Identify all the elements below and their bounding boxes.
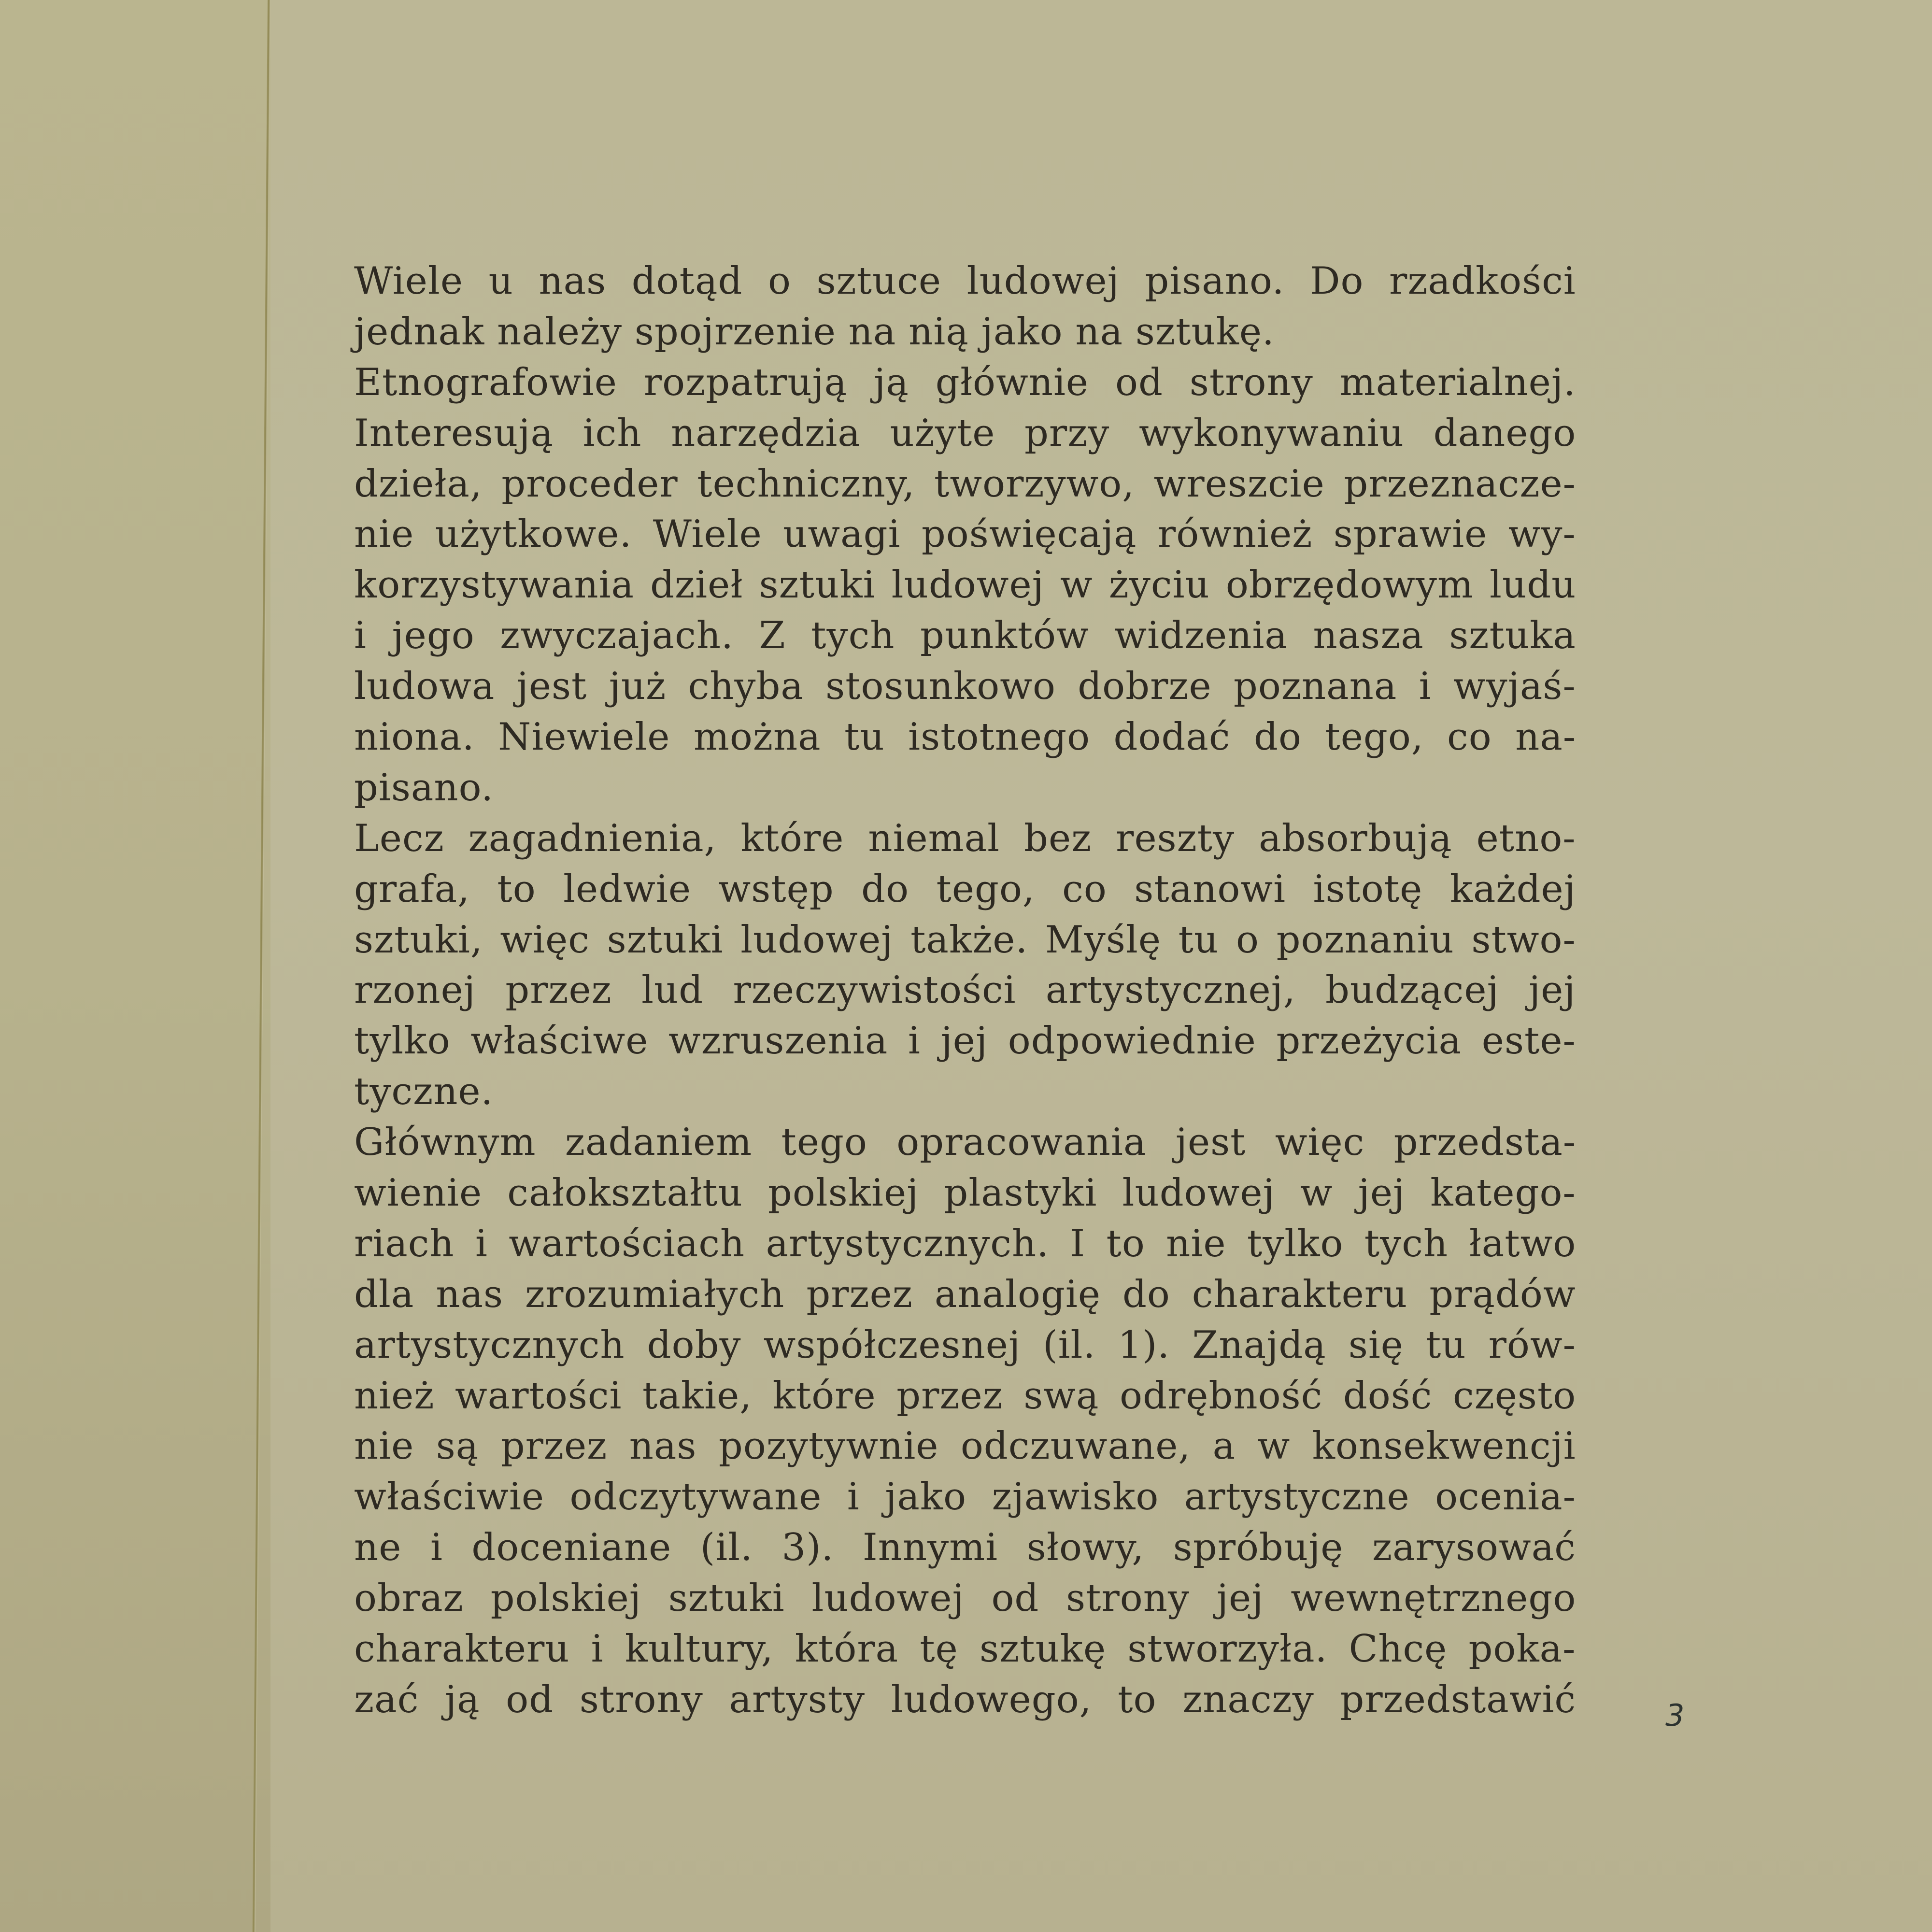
text-line: właściwie odczytywane i jako zjawisko artystyczne ocenia-	[354, 1475, 1576, 1519]
text-line: sztuki, więc sztuki ludowej także. Myślę tu o poznaniu stwo-	[354, 918, 1576, 962]
text-line: korzystywania dzieł sztuki ludowej w życiu obrzędowym ludu	[354, 563, 1577, 607]
text-line: artystycznych doby współczesnej (il. 1). Znajdą się tu rów-	[354, 1323, 1576, 1367]
text-line: niona. Niewiele można tu istotnego dodać do tego, co na-	[354, 715, 1577, 759]
text-line: jednak należy spojrzenie na nią jako na sztukę.	[354, 310, 1275, 354]
text-line: Etnografowie rozpatrują ją głównie od strony materialnej.	[354, 360, 1576, 404]
text-line: Głównym zadaniem tego opracowania jest więc przedsta-	[354, 1121, 1577, 1165]
text-line: ne i doceniane (il. 3). Innymi słowy, spróbuję zarysować	[354, 1526, 1576, 1570]
text-line: Wiele u nas dotąd o sztuce ludowej pisano. Do rzadkości	[354, 259, 1576, 303]
text-line: Interesują ich narzędzia użyte przy wykonywaniu danego	[354, 411, 1577, 455]
text-line: dla nas zrozumiałych przez analogię do charakteru prądów	[354, 1272, 1576, 1316]
left-page-margin	[0, 0, 270, 1932]
text-line: ludowa jest już chyba stosunkowo dobrze poznana i wyjaś-	[354, 665, 1576, 709]
text-line: rzonej przez lud rzeczywistości artystycznej, budzącej jej	[354, 968, 1576, 1012]
text-line: obraz polskiej sztuki ludowej od strony jej wewnętrznego	[354, 1577, 1577, 1620]
text-line: zać ją od strony artysty ludowego, to znaczy przedstawić	[354, 1677, 1577, 1721]
text-line: riach i wartościach artystycznych. I to nie tylko tych łatwo	[354, 1222, 1577, 1265]
text-line: tylko właściwe wzruszenia i jej odpowiednie przeżycia este-	[354, 1019, 1576, 1063]
text-line: i jego zwyczajach. Z tych punktów widzenia nasza sztuka	[354, 614, 1576, 658]
text-line: Lecz zagadnienia, które niemal bez reszty absorbują etno-	[354, 816, 1576, 860]
text-line: pisano.	[354, 766, 494, 810]
text-line: wienie całokształtu polskiej plastyki ludowej w jej katego-	[354, 1171, 1576, 1215]
text-line: nie użytkowe. Wiele uwagi poświęcają również sprawie wy-	[354, 512, 1576, 556]
text-line: nież wartości takie, które przez swą odrębność dość często	[354, 1374, 1577, 1418]
text-line: grafa, to ledwie wstęp do tego, co stanowi istotę każdej	[354, 867, 1576, 911]
text-line: nie są przez nas pozytywnie odczuwane, a w konsekwencji	[354, 1424, 1576, 1468]
body-text	[354, 256, 1576, 1725]
text-line: dzieła, proceder techniczny, tworzywo, wreszcie przeznacze-	[354, 462, 1576, 506]
text-line: tyczne.	[354, 1070, 494, 1114]
text-line: charakteru i kultury, która tę sztukę stworzyła. Chcę poka-	[354, 1627, 1576, 1671]
page-number: 3	[1665, 1698, 1685, 1733]
